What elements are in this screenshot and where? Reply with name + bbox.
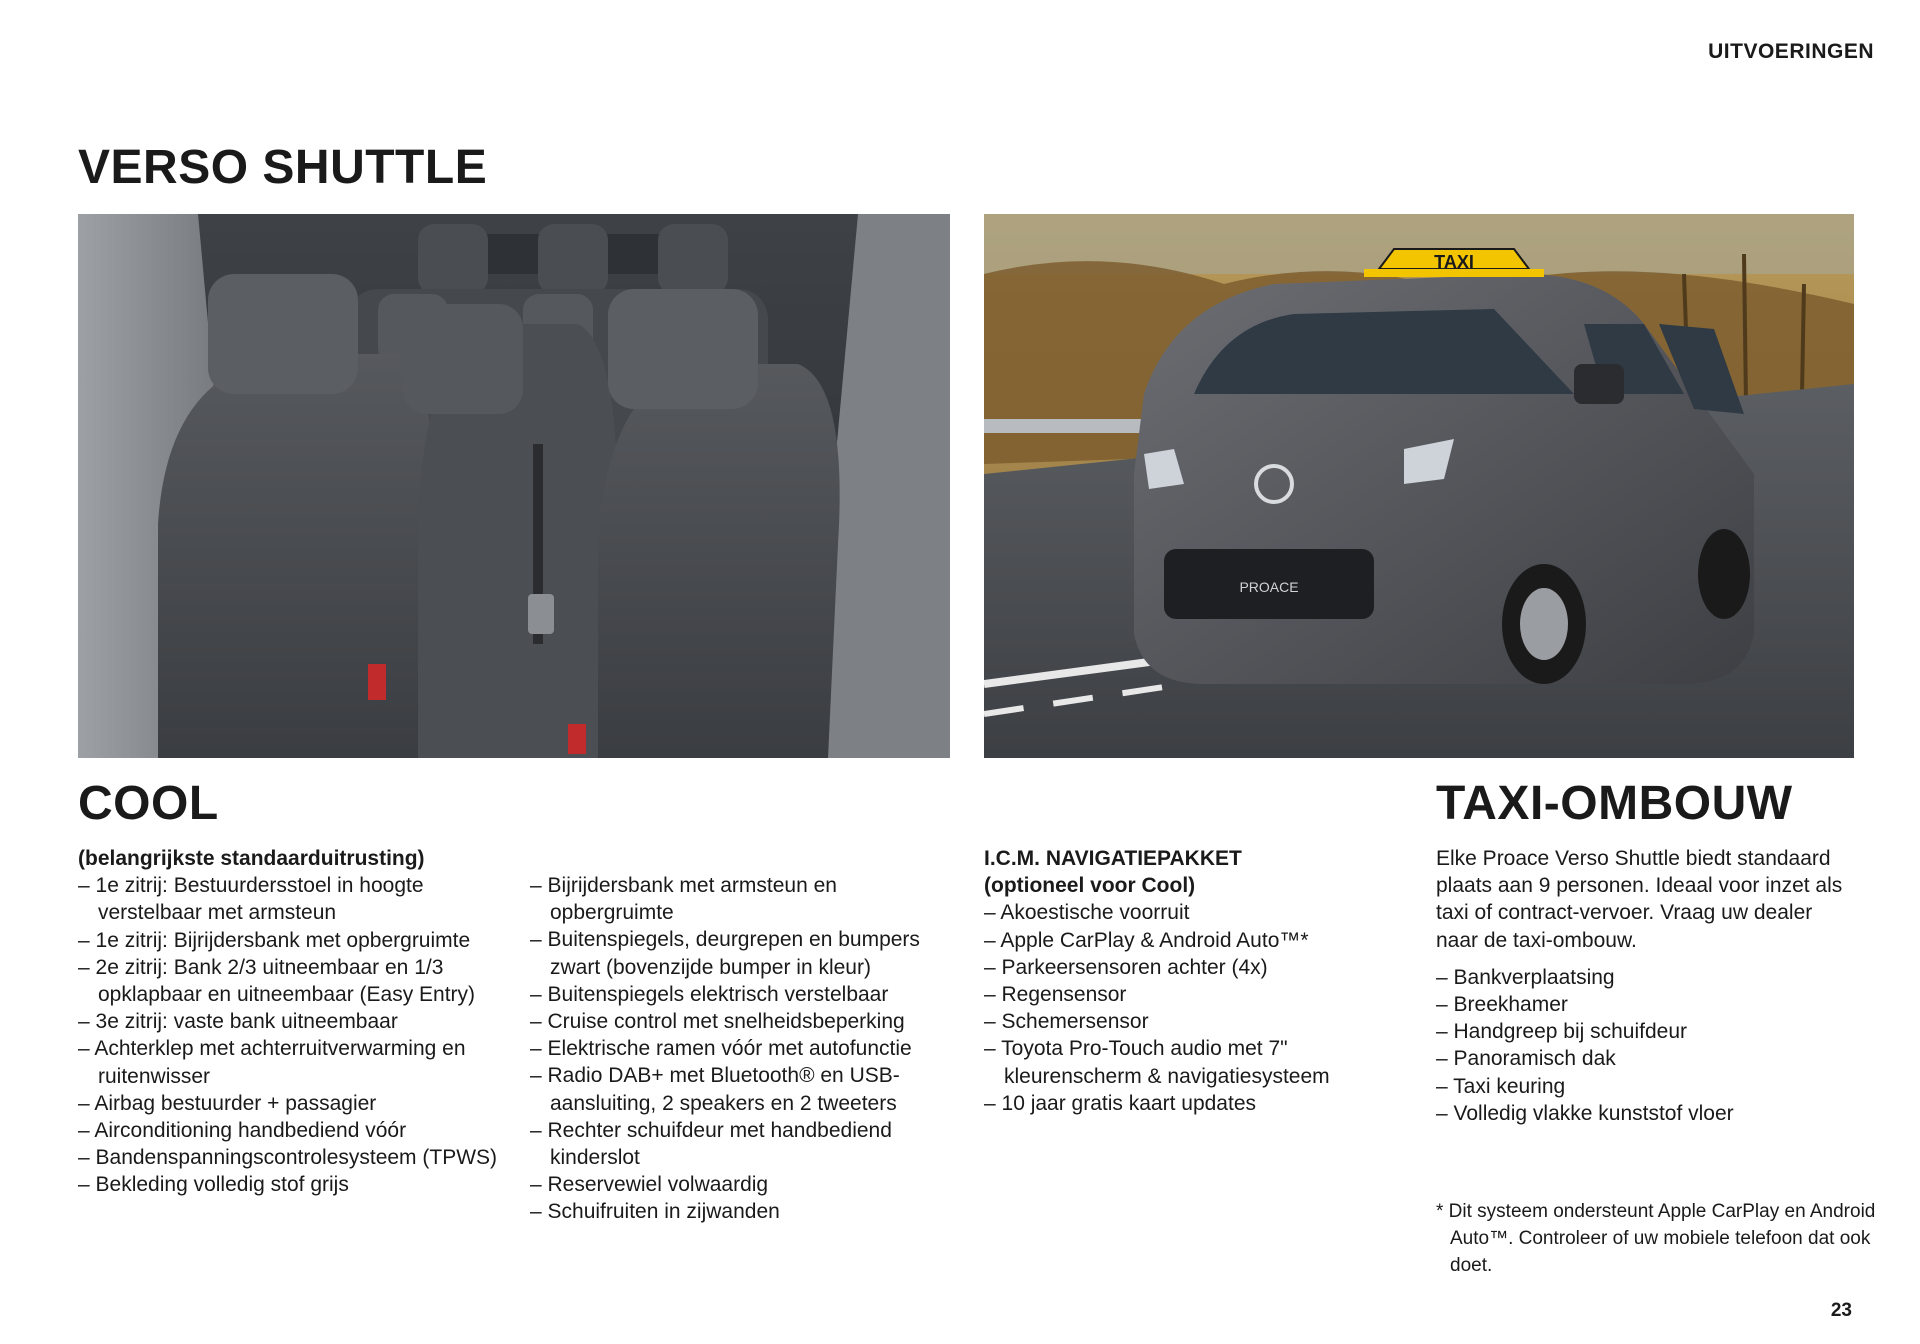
list-item: – Airconditioning handbediend vóór — [78, 1117, 498, 1144]
footnote: * Dit systeem ondersteunt Apple CarPlay en Android Auto™. Controleer of uw mobiele telefoon dat ook doet. — [1436, 1201, 1876, 1276]
list-item: – Radio DAB+ met Bluetooth® en USB-aansluiting, 2 speakers en 2 tweeters — [530, 1062, 950, 1116]
list-item: – Buitenspiegels, deurgrepen en bumpers zwart (bovenzijde bumper in kleur) — [530, 926, 950, 980]
list-item: – Schemersensor — [984, 1008, 1384, 1035]
list-item: – Bijrijdersbank met armsteun en opbergruimte — [530, 872, 950, 926]
section-label: UITVOERINGEN — [1708, 40, 1874, 63]
list-item: – Bandenspanningscontrolesysteem (TPWS) — [78, 1144, 498, 1171]
list-item: – Buitenspiegels elektrisch verstelbaar — [530, 981, 950, 1008]
taxi-intro: Elke Proace Verso Shuttle biedt standaard plaats aan 9 personen. Ideaal voor inzet als taxi of contract-vervoer. Vraag uw dealer naar de taxi-ombouw. — [1436, 847, 1843, 952]
list-item: – Elektrische ramen vóór met autofunctie — [530, 1035, 950, 1062]
nav-pack-title: I.C.M. NAVIGATIEPAKKET — [984, 847, 1242, 870]
cool-subtitle: (belangrijkste standaarduitrusting) — [78, 847, 425, 870]
taxi-list — [1436, 964, 1856, 1127]
page-number: 23 — [1830, 1300, 1852, 1321]
list-item: – 3e zitrij: vaste bank uitneembaar — [78, 1008, 498, 1035]
list-item: – Toyota Pro-Touch audio met 7" kleurenscherm & navigatiesysteem — [984, 1035, 1384, 1089]
list-item: – Taxi keuring — [1436, 1073, 1856, 1100]
list-item: – Cruise control met snelheidsbeperking — [530, 1008, 950, 1035]
interior-photo — [78, 214, 950, 758]
taxi-column — [1436, 845, 1856, 1127]
list-item: – Breekhamer — [1436, 991, 1856, 1018]
cool-list-2 — [530, 872, 950, 1226]
list-item: – 1e zitrij: Bijrijdersbank met opbergruimte — [78, 927, 498, 954]
cool-heading: COOL — [78, 777, 219, 830]
cool-column-2 — [530, 872, 950, 1226]
list-item: – Volledig vlakke kunststof vloer — [1436, 1100, 1856, 1127]
list-item: – Handgreep bij schuifdeur — [1436, 1018, 1856, 1045]
cool-column-1 — [78, 845, 498, 1199]
taxi-photo — [984, 214, 1854, 758]
list-item: – Parkeersensoren achter (4x) — [984, 954, 1384, 981]
list-item: – Panoramisch dak — [1436, 1045, 1856, 1072]
taxi-sign-text: TAXI — [1434, 252, 1474, 272]
list-item: – 1e zitrij: Bestuurdersstoel in hoogte verstelbaar met armsteun — [78, 872, 498, 926]
list-item: – 10 jaar gratis kaart updates — [984, 1090, 1384, 1117]
list-item: – Bankverplaatsing — [1436, 964, 1856, 991]
page-title: VERSO SHUTTLE — [78, 141, 488, 194]
nav-pack-list — [984, 899, 1384, 1117]
list-item: – Bekleding volledig stof grijs — [78, 1171, 498, 1198]
list-item: – Achterklep met achterruitverwarming en ruitenwisser — [78, 1035, 498, 1089]
list-item: – Reservewiel volwaardig — [530, 1171, 950, 1198]
taxi-heading: TAXI-OMBOUW — [1436, 777, 1793, 830]
cool-list-1 — [78, 872, 498, 1198]
list-item: – Apple CarPlay & Android Auto™* — [984, 927, 1384, 954]
nav-pack-subtitle: (optioneel voor Cool) — [984, 874, 1196, 898]
seat-headrest — [418, 224, 488, 294]
list-item: – Schuifruiten in zijwanden — [530, 1198, 950, 1225]
grille-badge: PROACE — [1239, 579, 1299, 595]
list-item: – Akoestische voorruit — [984, 899, 1384, 926]
list-item: – Airbag bestuurder + passagier — [78, 1090, 498, 1117]
nav-pack-column — [984, 845, 1384, 1117]
list-item: – Regensensor — [984, 981, 1384, 1008]
list-item: – 2e zitrij: Bank 2/3 uitneembaar en 1/3 opklapbaar en uitneembaar (Easy Entry) — [78, 954, 498, 1008]
list-item: – Rechter schuifdeur met handbediend kinderslot — [530, 1117, 950, 1171]
